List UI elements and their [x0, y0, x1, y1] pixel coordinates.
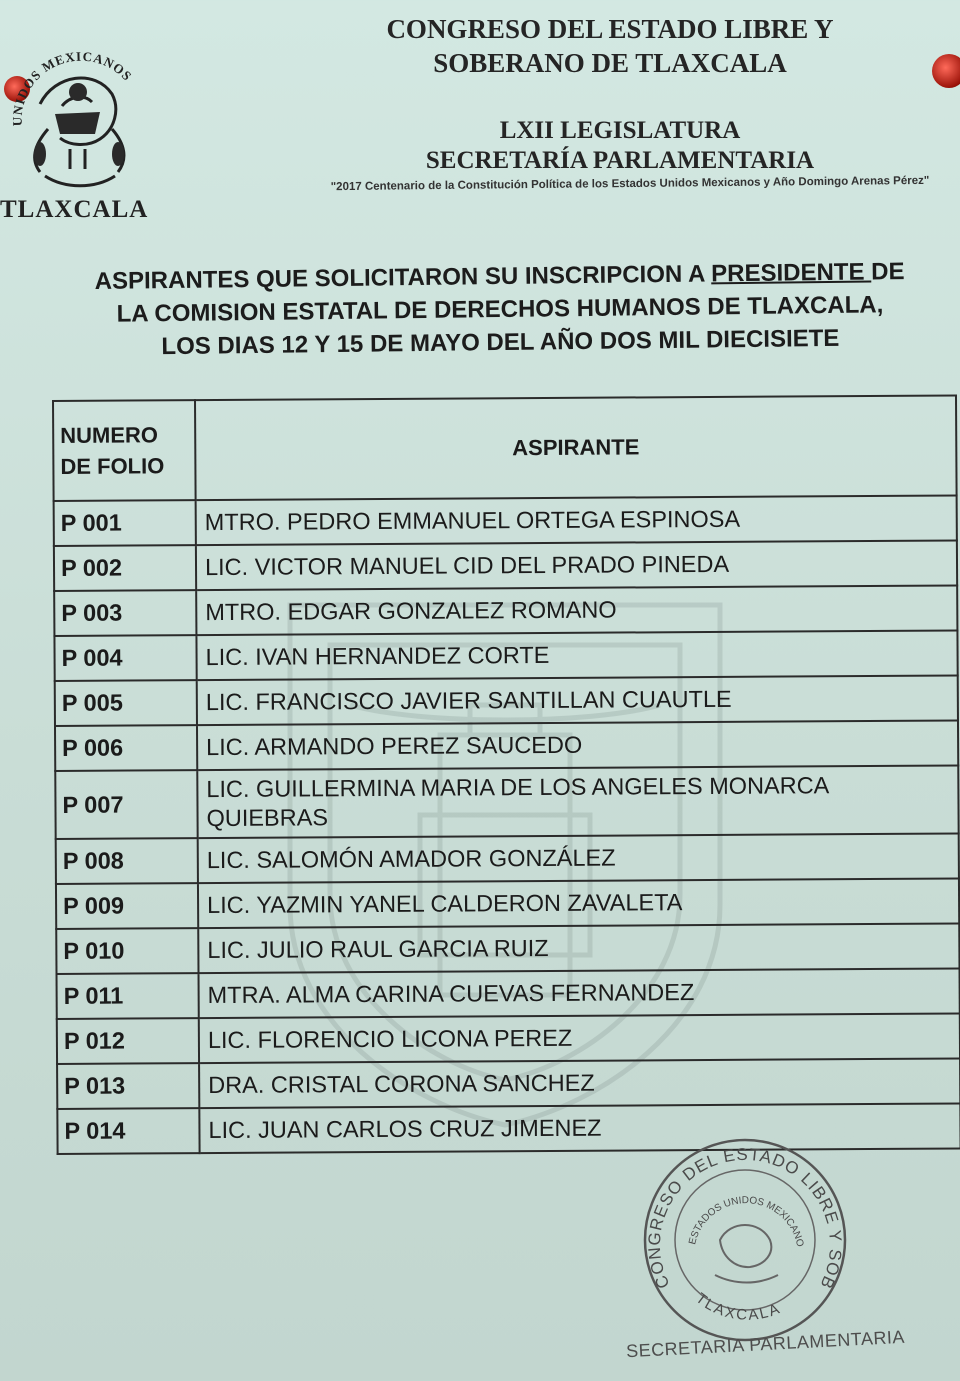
- aspirante-cell: LIC. JULIO RAUL GARCIA RUIZ: [198, 923, 959, 973]
- folio-cell: P 001: [54, 500, 196, 546]
- aspirante-cell: LIC. JUAN CARLOS CRUZ JIMENEZ: [199, 1103, 960, 1153]
- aspirante-cell: LIC. SALOMÓN AMADOR GONZÁLEZ: [198, 833, 959, 883]
- aspirante-cell: MTRO. PEDRO EMMANUEL ORTEGA ESPINOSA: [196, 495, 957, 545]
- table-row: [56, 878, 959, 929]
- legislature-block: [320, 116, 920, 176]
- folio-cell: P 014: [57, 1108, 199, 1154]
- aspirante-cell: MTRA. ALMA CARINA CUEVAS FERNANDEZ: [199, 968, 960, 1018]
- aspirante-cell: [197, 765, 958, 838]
- svg-text:CONGRESO DEL ESTADO LIBRE Y SO: [640, 1135, 845, 1292]
- seal-outer-text: CONGRESO DEL ESTADO LIBRE Y SOB: [644, 1144, 846, 1293]
- aspirante-cell: LIC. ARMANDO PEREZ SAUCEDO: [197, 720, 958, 770]
- legislature-label: LXII LEGISLATURA: [499, 117, 741, 144]
- seal-subtitle: SECRETARIA PARLAMENTARIA: [625, 1326, 906, 1362]
- aspirante-name-line2: QUIEBRAS: [206, 804, 329, 832]
- aspirante-cell: DRA. CRISTAL CORONA SANCHEZ: [199, 1058, 960, 1108]
- logo-ring-text: UNIDOS MEXICANOS: [9, 48, 136, 127]
- congress-title: [300, 12, 920, 80]
- table-row: [57, 1013, 960, 1064]
- seal-icon: [640, 1135, 850, 1345]
- table-row: [56, 923, 959, 974]
- table-header-row: [53, 395, 957, 501]
- heading-emphasis: PRESIDENTE: [710, 258, 872, 288]
- folio-cell: P 002: [54, 545, 196, 591]
- folio-cell: P 003: [54, 590, 196, 636]
- aspirante-name-line1: LIC. GUILLERMINA MARIA DE LOS ANGELES MONARCA: [206, 772, 830, 803]
- column-header-folio-line1: NUMERO: [60, 422, 159, 448]
- congress-title-line2: SOBERANO DE TLAXCALA: [433, 48, 787, 78]
- column-header-aspirante: ASPIRANTE: [195, 395, 957, 500]
- aspirante-cell: LIC. FLORENCIO LICONA PEREZ: [199, 1013, 960, 1063]
- table-row: [54, 585, 957, 636]
- svg-text:TLAXCALA: [692, 1290, 783, 1324]
- table-row: [55, 720, 958, 771]
- pushpin-right: [932, 54, 960, 88]
- table-row: [54, 630, 957, 681]
- official-seal-stamp: [640, 1135, 850, 1345]
- document-heading: [39, 254, 960, 364]
- folio-cell: P 005: [55, 680, 197, 726]
- seal-inner-text: ESTADOS UNIDOS MEXICANO: [687, 1195, 806, 1248]
- aspirante-cell: LIC. FRANCISCO JAVIER SANTILLAN CUAUTLE: [197, 675, 958, 725]
- folio-cell: P 007: [55, 770, 197, 839]
- motto-line: "2017 Centenario de la Constitución Política de los Estados Unidos Mexicanos y Año Domingo Arenas Pérez": [330, 174, 930, 194]
- folio-cell: P 006: [55, 725, 197, 771]
- folio-cell: P 013: [57, 1063, 199, 1109]
- folio-cell: P 012: [57, 1018, 199, 1064]
- applicants-table-wrapper: [52, 394, 960, 1155]
- heading-line3: LOS DIAS 12 Y 15 DE MAYO DEL AÑO DOS MIL DIECISIETE: [161, 324, 840, 361]
- folio-cell: P 009: [56, 883, 198, 929]
- secretariat-label: SECRETARÍA PARLAMENTARIA: [425, 147, 815, 174]
- folio-cell: P 011: [57, 973, 199, 1019]
- aspirante-cell: LIC. YAZMIN YANEL CALDERON ZAVALETA: [198, 878, 959, 928]
- logo-state-name: TLAXCALA: [0, 196, 149, 223]
- eagle-emblem-icon: [0, 34, 150, 199]
- aspirante-cell: MTRO. EDGAR GONZALEZ ROMANO: [196, 585, 957, 635]
- column-header-folio: [53, 400, 196, 501]
- aspirante-cell: LIC. VICTOR MANUEL CID DEL PRADO PINEDA: [196, 540, 957, 590]
- heading-line1-start: ASPIRANTES QUE SOLICITARON SU INSCRIPCION A: [94, 260, 712, 295]
- folio-cell: P 010: [56, 928, 198, 974]
- table-row: [57, 968, 960, 1019]
- applicants-table: [52, 394, 960, 1155]
- table-row: [54, 495, 957, 546]
- table-row: [57, 1058, 960, 1109]
- heading-line2: LA COMISION ESTATAL DE DERECHOS HUMANOS DE TLAXCALA,: [116, 291, 884, 328]
- column-header-folio-line2: DE FOLIO: [60, 453, 165, 479]
- folio-cell: P 004: [54, 635, 196, 681]
- aspirante-cell: LIC. IVAN HERNANDEZ CORTE: [196, 630, 957, 680]
- congress-title-line1: CONGRESO DEL ESTADO LIBRE Y: [386, 14, 834, 44]
- table-row: [55, 765, 958, 839]
- seal-bottom-text: TLAXCALA: [692, 1289, 784, 1324]
- table-row: [54, 540, 957, 591]
- folio-cell: P 008: [56, 838, 198, 884]
- table-row: [55, 675, 958, 726]
- table-row: [56, 833, 959, 884]
- heading-line1-end: DE: [870, 258, 905, 286]
- coat-of-arms-logo: [0, 34, 150, 199]
